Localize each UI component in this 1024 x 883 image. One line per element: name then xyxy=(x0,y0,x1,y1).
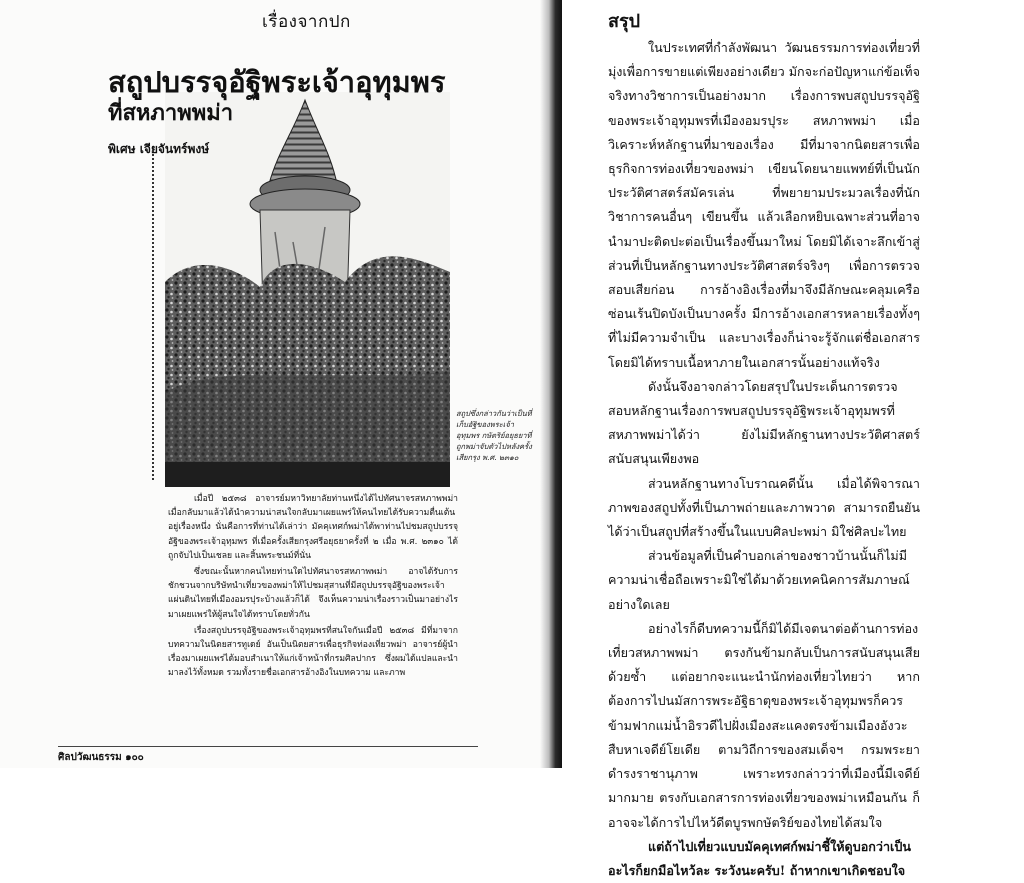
left-paragraph: เมื่อปี ๒๕๓๘ อาจารย์มหาวิทยาลัยท่านหนึ่งได้ไปทัศนาจรสหภาพพม่า เมื่อกลับมาแล้วได้นำความน่าสนใจกลับมาเผยแพร่ให้คนไทยได้รับความตื่นเต้นอยู่เรื่องหนึ่ง นั่นคือการที่ท่านได้เล่าว่า มัคคุเทศก์พม่าได้พาท่านไปชมสถูปบรรจุอัฐิของพระเจ้าอุทุมพร ที่เมื่อครั้งเสียกรุงศรีอยุธยาครั้งที่ ๒ เมื่อ พ.ศ. ๒๓๑๐ ได้ถูกจับไปเป็นเชลย และสิ้นพระชนม์ที่นั่น xyxy=(168,494,458,561)
article-title-line2: ที่สหภาพพม่า xyxy=(108,101,234,126)
article-title-line1: สถูปบรรจุอัฐิพระเจ้าอุทุมพร xyxy=(108,65,446,99)
left-paragraph: ซึ่งขณะนั้นหากคนไทยท่านใดไปทัศนาจรสหภาพพม่า อาจได้รับการชักชวนจากบริษัทนำเที่ยวของพม่าให้ไปชมสุสานที่มีสถูปบรรจุอัฐิของพระเจ้าแผ่นดินไทยที่เมืองอมรปุระบ้างแล้วก็ได้ จึงเห็นความน่าเรื่องราวเป็นมาอย่างไรมาเผยแพร่ให้ผู้สนใจได้ทราบโดยทั่วกัน xyxy=(168,567,458,620)
column-label: เรื่องจากปก xyxy=(262,12,351,32)
right-paragraph: ส่วนข้อมูลที่เป็นคำบอกเล่าของชาวบ้านนั้นก็ไม่มีความน่าเชื่อถือเพราะมิใช่ได้มาด้วยเทคนิคการสัมภาษณ์อย่างใดเลย xyxy=(608,548,910,612)
left-body-text xyxy=(168,492,458,683)
right-paragraph: ดังนั้นจึงอาจกล่าวโดยสรุปในประเด็นการตรวจสอบหลักฐานเรื่องการพบสถูปบรรจุอัฐิพระเจ้าอุทุมพรที่สหภาพพม่าได้ว่า ยังไม่มีหลักฐานทางประวัติศาสตร์สนับสนุนเพียงพอ xyxy=(608,378,920,467)
footer-rule xyxy=(58,746,478,747)
book-gutter-shadow xyxy=(540,0,562,768)
left-paragraph: เรื่องสถูปบรรจุอัฐิของพระเจ้าอุทุมพรที่สนใจกันเมื่อปี ๒๕๓๘ มีที่มาจากบทความในนิตยสารทูเดย์ อันเป็นนิตยสารเพื่อธุรกิจท่องเที่ยวพม่า อาจารย์ผู้นำเรื่องมาเผยแพร่ได้มอบสำเนาให้แก่เจ้าหน้าที่กรมศิลปากร ซึ่งผมได้แปลและนำมาลงไว้ทั้งหมด รวมทั้งรายชื่อเอกสารอ้างอิงในบทความ และภาพ xyxy=(168,625,458,679)
left-page xyxy=(0,0,555,768)
right-paragraph: ในประเทศที่กำลังพัฒนา วัฒนธรรมการท่องเที่ยวที่มุ่งเพื่อการขายแต่เพียงอย่างเดียว มักจะก่อปัญหาแก่ข้อเท็จจริงทางวิชาการเป็นอย่างมาก เรื่องการพบสถูปบรรจุอัฐิของพระเจ้าอุทุมพรที่เมืองอมรปุระ สหภาพพม่า เมื่อวิเคราะห์หลักฐานที่มาของเรื่อง มีที่มาจากนิตยสารเพื่อธุรกิจการท่องเที่ยวของพม่า เขียนโดยนายแพทย์ที่เป็นนักประวัติศาสตร์สมัครเล่น ที่พยายามประมวลเรื่องที่นักวิชาการคนอื่นๆ เขียนขึ้น แล้วเลือกหยิบเฉพาะส่วนที่อาจนำมาปะติดปะต่อเป็นเรื่องขึ้นมาใหม่ โดยมิได้เจาะลึกเข้าสู่ส่วนที่เป็นหลักฐานทางประวัติศาสตร์จริงๆ เพื่อการตรวจสอบเสียก่อน การอ้างอิงเรื่องที่มาจึงมีลักษณะคลุมเครือ ซ่อนเร้นปิดบังเป็นบางครั้ง มีการอ้างเอกสารหลายเรื่องทั้งๆ ที่ไม่มีความจำเป็น และบางเรื่องก็น่าจะรู้จักแต่ชื่อเอกสาร โดยมิได้ทราบเนื้อหาภายในเอกสารนั้นอย่างแท้จริง xyxy=(608,40,920,370)
photo-caption: สถูปซึ่งกล่าวกันว่าเป็นที่เก็บอัฐิของพระเจ้าอุทุมพร กษัตริย์อยุธยาที่ถูกพม่าจับตัวไปหลังครั้งเสียกรุง พ.ศ. ๒๓๑๐ xyxy=(456,409,532,462)
right-paragraph: อย่างไรก็ดีบทความนี้ก็มิได้มีเจตนาต่อต้านการท่องเที่ยวสหภาพพม่า ตรงกันข้ามกลับเป็นการสนับสนุนเสียด้วยซ้ำ แต่อยากจะแนะนำนักท่องเที่ยวไทยว่า หากต้องการไปนมัสการพระอัฐิธาตุของพระเจ้าอุทุมพรก็ควรข้ามฟากแม่น้ำอิรวดีไปฝั่งเมืองสะแคงตรงข้ามเมืองอังวะ สืบหาเจดีย์โยเดีย ตามวิถีการของสมเด็จฯ กรมพระยาดำรงราชานุภาพ เพราะทรงกล่าวว่าที่เมืองนี้มีเจดีย์มากมาย ตรงกับเอกสารการท่องเที่ยวของพม่าเหมือนกัน ก็อาจจะได้การไปไหว้ดีตบูรพกษัตริย์ของไทยได้สมใจ xyxy=(608,620,920,830)
right-paragraph: ส่วนหลักฐานทางโบราณคดีนั้น เมื่อได้พิจารณาภาพของสถูปทั้งที่เป็นภาพถ่ายและภาพวาด สามารถยืนยันได้ว่าเป็นสถูปที่สร้างขึ้นในแบบศิลปะพม่า มิใช่ศิลปะไทย xyxy=(608,475,920,540)
right-body-text xyxy=(608,36,920,883)
author-name: พิเศษ เจียจันทร์พงษ์ xyxy=(108,142,210,156)
section-heading: สรุป xyxy=(608,11,641,32)
dotted-divider xyxy=(152,150,154,480)
right-paragraph-bold: แต่ถ้าไปเที่ยวแบบมัคคุเทศก์พม่าชี้ให้ดูบอกว่าเป็นอะไรก็ยกมือไหว้ละ ระวังนะครับ! ถ้าหากเขาเกิดชอบใจ xyxy=(608,838,911,878)
article-title xyxy=(108,66,488,130)
page-footer: ศิลปวัฒนธรรม ๑๐๐ xyxy=(58,752,144,763)
